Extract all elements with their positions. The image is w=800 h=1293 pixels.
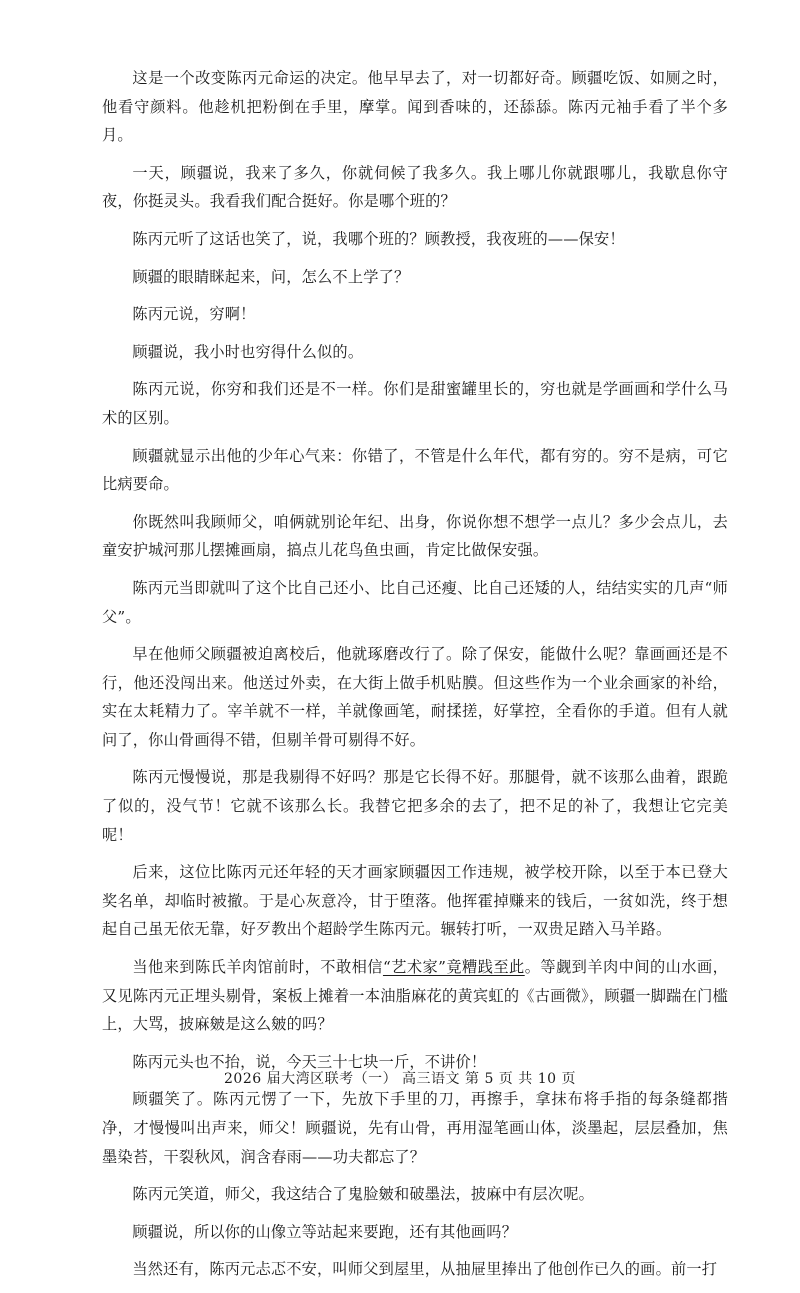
passage-paragraph xyxy=(102,225,728,254)
paragraph-text: 一天，顾疆说，我来了多久，你就伺候了我多久。我上哪儿你就跟哪儿，我歇息你守夜，你挺灵头。我看我们配合挺好。你是哪个班的？ xyxy=(102,163,728,211)
passage-paragraph xyxy=(102,508,728,565)
passage-paragraph xyxy=(102,64,728,150)
page-footer: 2026 届大湾区联考（一） 高三语文 第 5 页 共 10 页 xyxy=(224,1071,576,1087)
paragraph-text: 陈丙元慢慢说，那是我剔得不好吗？那是它长得不好。那腿骨，就不该那么曲着，跟跪了似的，没气节！它就不该那么长。我替它把多余的去了，把不足的补了，我想让它完美呢！ xyxy=(102,768,728,844)
paragraph-text: 这是一个改变陈丙元命运的决定。他早早去了，对一切都好奇。顾疆吃饭、如厕之时，他看守颜料。他趁机把粉倒在手里，摩掌。闻到香味的，还舔舔。陈丙元袖手看了半个多月。 xyxy=(102,69,728,145)
paragraph-text: 。等觑到羊肉中间的山水画，又见陈丙元正埋头剔骨，案板上摊着一本油脂麻花的黄宾虹的《古画微》，顾疆一脚踹在门槛上，大骂，披麻皴是这么皴的吗？ xyxy=(102,958,729,1034)
passage-paragraph xyxy=(102,574,728,631)
paragraph-text: 陈丙元笑道，师父，我这结合了鬼脸皴和破墨法，披麻中有层次呢。 xyxy=(132,1185,595,1204)
paragraph-text: 当然还有，陈丙元忐忑不安，叫师父到屋里，从抽屉里捧出了他创作已久的画。前一打 xyxy=(132,1260,718,1279)
paragraph-text: 陈丙元听了这话也笑了，说，我哪个班的？顾教授，我夜班的——保安！ xyxy=(132,229,625,248)
paragraph-text: 你既然叫我顾师父，咱俩就别论年纪、出身，你说你想不想学一点儿？多少会点儿，去童安护城河那儿摆摊画扇，搞点儿花鸟鱼虫画，肯定比做保安强。 xyxy=(102,512,728,560)
passage-paragraph xyxy=(102,263,728,292)
passage-paragraph xyxy=(102,442,728,499)
paragraph-text: 陈丙元头也不抬，说，今天三十七块一斤，不讲价！ xyxy=(132,1052,487,1071)
paragraph-text: 陈丙元说，穷啊！ xyxy=(132,305,256,324)
passage-paragraph xyxy=(102,300,728,329)
passage-paragraph xyxy=(102,159,728,216)
paragraph-text: 顾疆说，所以你的山像立等站起来要跑，还有其他画吗？ xyxy=(132,1222,518,1241)
passage-paragraph xyxy=(102,1218,728,1247)
paragraph-text: 陈丙元当即就叫了这个比自己还小、比自己还瘦、比自己还矮的人，结结实实的几声“师父”。 xyxy=(102,578,728,626)
paragraph-text: 顾疆笑了。陈丙元愣了一下，先放下手里的刀，再擦手，拿抹布将手指的每条缝都揩净，才慢慢叫出声来，师父！顾疆说，先有山骨，再用湿笔画山体，淡墨起，层层叠加，焦墨染苔，干裂秋风，润含春雨——功夫都忘了？ xyxy=(102,1090,728,1166)
paragraph-text: 当他来到陈氏羊肉馆前时，不敢相信 xyxy=(132,958,383,977)
passage-paragraph xyxy=(102,1085,728,1171)
paragraph-text: 顾疆就显示出他的少年心气来：你错了，不管是什么年代，都有穷的。穷不是病，可它比病要命。 xyxy=(102,446,728,494)
paragraph-text: 后来，这位比陈丙元还年轻的天才画家顾疆因工作违规，被学校开除，以至于本已登大奖名单，却临时被撤。于是心灰意冷，甘于堕落。他挥霍掉赚来的钱后，一贫如洗，终于想起自己虽无依无靠，好歹教出个超龄学生陈丙元。辗转打听，一双贵足踏入马羊路。 xyxy=(102,863,728,939)
paragraph-text: 顾疆说，我小时也穷得什么似的。 xyxy=(132,342,364,361)
passage-paragraph xyxy=(102,763,728,849)
passage-paragraph xyxy=(102,640,728,754)
passage-paragraph xyxy=(102,1255,728,1284)
passage-body xyxy=(102,64,728,1293)
passage-paragraph xyxy=(102,1180,728,1209)
passage-paragraph xyxy=(102,338,728,367)
paragraph-text: 顾疆的眼睛眯起来，问，怎么不上学了？ xyxy=(132,267,410,286)
passage-paragraph xyxy=(102,858,728,944)
paragraph-text: 陈丙元说，你穷和我们还是不一样。你们是甜蜜罐里长的，穷也就是学画画和学什么马术的区别。 xyxy=(102,380,728,427)
underlined-phrase: “艺术家”竟糟践至此 xyxy=(382,958,525,977)
paragraph-text: 早在他师父顾疆被迫离校后，他就琢磨改行了。除了保安，能做什么呢？靠画画还是不行，他还没闯出来。他送过外卖，在大街上做手机贴膜。但这些作为一个业余画家的补给，实在太耗精力了。宰羊就不一样，羊就像画笔，耐揉搓，好掌控，全看你的手道。但有人就问了，你山骨画得不错，但剔羊骨可剔得不好。 xyxy=(102,645,728,749)
passage-paragraph xyxy=(102,375,728,432)
passage-paragraph xyxy=(102,953,728,1039)
